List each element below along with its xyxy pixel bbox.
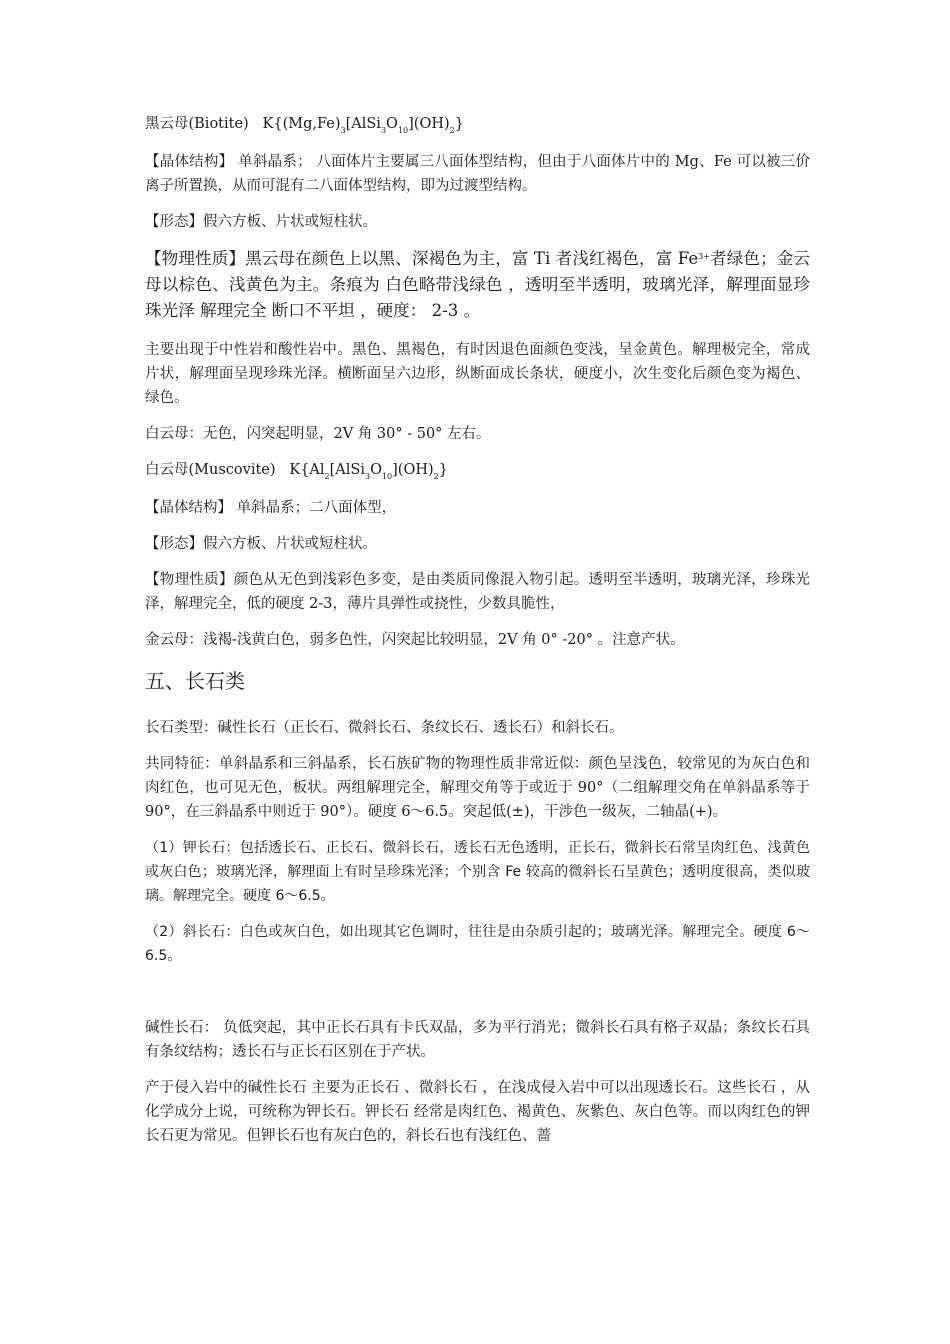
phlogopite-note: 金云母：浅褐-浅黄白色，弱多色性，闪突起比较明显，2V 角 0° -20° 。注意产状。 xyxy=(145,632,685,648)
biotite-physical-properties: 【物理性质】黑云母在颜色上以黑、深褐色为主，富 Ti 者浅红褐色，富 $Fe^{3+}$者绿色；金云母以棕色、浅黄色为主。条痕为 白色略带浅绿色 ，透明至半透明，玻璃光泽，解理面显珍珠光泽 解理完全 断口不平坦 ，硬度： 2-3 。 xyxy=(145,249,811,320)
paragraph-text: 单斜晶系；二八面体型， xyxy=(232,500,397,516)
section-label: 【物理性质】 xyxy=(145,572,234,588)
muscovite-note: 白云母：无色，闪突起明显，2V 角 30° - 50° 左右。 xyxy=(145,426,491,442)
section-label: 【晶体结构】 xyxy=(145,500,232,516)
document-page xyxy=(145,112,810,1148)
biotite-crystal-structure xyxy=(145,150,810,198)
muscovite-formula: $K\{Al_2[AlSi_3O_{10}](OH)_2\}$ xyxy=(289,462,448,481)
paragraph-text: 假六方板、片状或短柱状。 xyxy=(203,214,377,230)
muscovite-form xyxy=(145,532,810,556)
k-feldspar-description: （1）钾长石：包括透长石、正长石、微斜长石，透长石无色透明，正长石，微斜长石常呈肉红色、浅黄色或灰白色；玻璃光泽，解理面上有时呈珍珠光泽；个别含 Fe 较高的微斜长石呈黄色；透明度很高，类似玻璃。解理完全。硬度 6～6.5。 xyxy=(145,840,810,904)
biotite-title-line xyxy=(145,112,810,136)
section-heading-feldspar: 五、长石类 xyxy=(145,669,245,693)
feldspar-types: 长石类型：碱性长石（正长石、微斜长石、条纹长石、透长石）和斜长石。 xyxy=(145,720,624,736)
paragraph-text: 黑云母在颜色上以黑、深褐色为主，富 Ti 者浅红褐色，富 Fe xyxy=(245,249,699,268)
section-label: 【晶体结构】 xyxy=(145,154,234,170)
intrusive-feldspar-description: 产于侵入岩中的碱性长石 主要为正长石 、微斜长石 ，在浅成侵入岩中可以出现透长石。这些长石 ，从化学成分上说，可统称为钾长石。钾长石 经常是肉红色、褐黄色、灰紫色、灰白色等。而以肉红色的钾长石更为常见。但钾长石也有灰白色的，斜长石也有浅红色、蔷 xyxy=(145,1080,810,1144)
muscovite-title: 白云母(Muscovite) xyxy=(145,462,276,478)
muscovite-physical-properties xyxy=(145,568,810,616)
muscovite-title-line xyxy=(145,458,810,482)
section-label: 【形态】 xyxy=(145,214,203,230)
muscovite-crystal-structure xyxy=(145,496,810,520)
plagioclase-description: （2）斜长石：白色或灰白色，如出现其它色调时，往往是由杂质引起的；玻璃光泽。解理完全。硬度 6～6.5。 xyxy=(145,924,810,964)
biotite-title: 黑云母(Biotite) xyxy=(145,116,249,132)
biotite-occurrence: 主要出现于中性岩和酸性岩中。黑色、黑褐色，有时因退色面颜色变浅，呈金黄色。解理极完全，常成片状，解理面呈现珍珠光泽。横断面呈六边形，纵断面成长条状，硬度小，次生变化后颜色变为褐色、绿色。 xyxy=(145,342,810,406)
biotite-formula: $K\{(Mg,Fe)_3[AlSi_3O_{10}](OH)_2\}$ xyxy=(262,116,464,135)
section-label: 【物理性质】 xyxy=(145,249,246,268)
section-label: 【形态】 xyxy=(145,536,203,552)
feldspar-common-features: 共同特征：单斜晶系和三斜晶系，长石族矿物的物理性质非常近似：颜色呈浅色，较常见的为灰白色和肉红色，也可见无色，板状。两组解理完全，解理交角等于或近于 90°（二组解理交角在单斜晶系等于 90°，在三斜晶系中则近于 90°）。硬度 6～6.5。突起低(±)，干涉色一级灰，二轴晶(+)。 xyxy=(145,756,810,820)
biotite-form xyxy=(145,210,810,234)
paragraph-text: 假六方板、片状或短柱状。 xyxy=(203,536,377,552)
alkali-feldspar-description: 碱性长石： 负低突起，其中正长石具有卡氏双晶，多为平行消光；微斜长石具有格子双晶；条纹长石具有条纹结构；透长石与正长石区别在于产状。 xyxy=(145,1020,810,1060)
paragraph-text: 者绿色；金云母以棕色、浅黄色为主。条痕为 白色略带浅绿色 ，透明至半透明，玻璃光泽，解理面显珍珠光泽 解理完全 断口不平坦 ，硬度： 2-3 。 xyxy=(145,249,811,320)
paragraph-text: 单斜晶系； 八面体片主要属三八面体型结构，但由于八面体片中的 Mg、Fe 可以被三价离子所置换，从而可混有二八面体型结构，即为过渡型结构。 xyxy=(145,154,810,194)
paragraph-text: 颜色从无色到浅彩色多变，是由类质同像混入物引起。透明至半透明，玻璃光泽，珍珠光泽，解理完全，低的硬度 2-3，薄片具弹性或挠性，少数具脆性， xyxy=(145,572,811,612)
